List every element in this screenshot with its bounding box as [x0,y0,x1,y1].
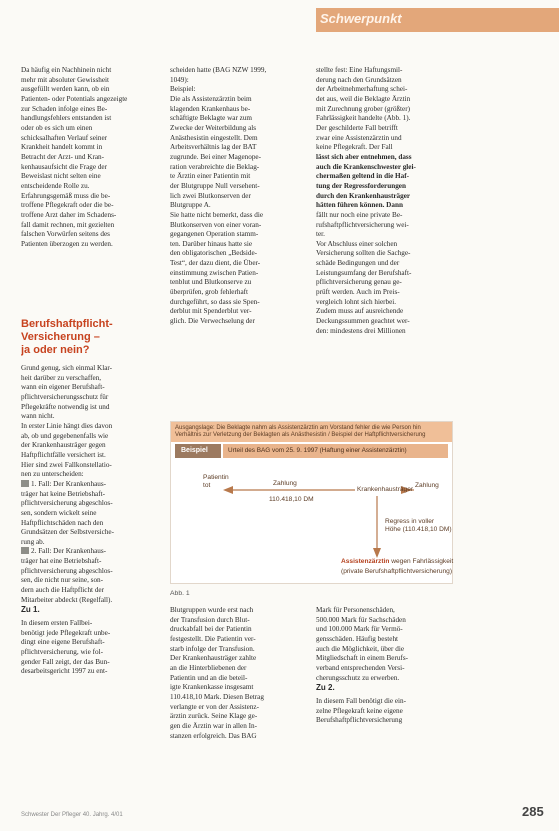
zu-2-title: Zu 2. [316,683,335,693]
figure-banner-text: Ausgangslage: Die Beklagte nahm als Assistenzärztin am Vorstand fehler die wie Person hin Verhältnis zur Verletzung der Beklagten als Anästhesistin / Beispiel der Haftpflichtversicherung [175,425,426,438]
column-2-bottom [170,606,304,741]
body-paragraph: Grund genug, sich einmal Klar- heit darüber zu verschaffen, wann ein eigener Berufshaft- pflichtversicherungsschutz für Pflegekräfte notwendig ist und wann nicht. In erster Linie hängt dies davon ab, ob und gegebenenfalls wie der Krankenhausträger gegen Haftpflichtfälle versichert ist. Hier sind zwei Fallkonstellatio- nen zu unterscheiden: [21,364,113,479]
coverage-paragraph: Mark für Personenschäden, 500.000 Mark für Sachschäden und 100.000 Mark für Vermö- gensschäden. Häufig besteht auch die Möglichkeit, über die Mitgliedschaft in einem Berufs- verband entsprechenden Versi- cherungsschutz zu erwerben. [316,606,409,682]
section-title: Schwerpunkt [320,11,402,26]
figure-diagram [170,421,453,584]
figure-ruling-box: Urteil des BAG vom 25. 9. 1997 (Haftung einer Assistenzärztin) [223,444,448,458]
bag-ruling-paragraph: stellte fest: Eine Haftungsmil- derung nach den Grundsätzen der Arbeitnehmerhaftung schei- det aus, weil die Beklagte Ärztin mit Zurechnung grober (größter) Fahrlässigkeit handelte (Abb. 1). Der geschilderte Fall betrifft zwar eine Assistenzärztin und keine Pflegekraft. Der Fall lässt sich aber entnehmen, dass auch die Krankenschwester glei- chermaßen geltend in die Haf- tung der Regressforderungen durch den Krankenhausträger hätten führen können. Dann fällt nur noch eine private Be- rufshaftpflichtversicherung wei- ter. Vor Abschluss einer solchen Versicherung sollten die Sachge- schäde Bedingungen und der Leistungsumfang der Berufshaft- pflichtversicherung genau ge- prüft werden. Auch im Preis- vergleich lohnt sich hierbei. Zudem muss auf ausreichende Deckungssummen geachtet wer- den: mindestens drei Millionen [316,66,416,335]
zu-1-title: Zu 1. [21,605,40,615]
column-2 [170,66,304,327]
column-1-body [21,364,156,677]
insurance-note: (private Berufshaftpflichtversicherung) [341,568,453,575]
case-2-paragraph: 2. Fall: Der Krankenhaus- träger hat eine Betriebshaft- pflichtversicherung abgeschlos- sen, die nicht nur seine, son- dern auch die Haftpflicht der Mitarbeiter abdeckt (Regelfall). [21,547,113,604]
column-3-top [316,66,450,336]
intro-paragraph: Da häufig ein Nachhinein nicht mehr mit absoluter Gewissheit ausgefüllt werden kann, ob ein Patienten- oder Potentials angezeigte zur Schaden infolge eines Be- handlungsfehlers entstanden ist oder ob es sich um einen schicksalhaften Verlauf seiner Krankheit handelt kommt in Betracht der Arzt- und Kran- kenhausaufsicht die Frage der Beweislast nicht selten eine entscheidende Rolle zu. Erfahrungsgemäß muss die be- troffene Pflegekraft oder die be- troffene Arzt daher im Schadens- fall damit rechnen, mit gezielten falschen Vorwürfen seitens des Patienten überzogen zu werden. [21,66,128,248]
citation-paragraph: scheiden hatte (BAG NZW 1999, 1049): [170,66,267,84]
page-number: 285 [522,804,544,819]
figure-caption: Abb. 1 [170,590,190,597]
payment-1-label: Zahlung [273,480,297,487]
column-3-bottom [316,606,450,726]
column-1-intro [21,66,156,249]
regress-amount: Höhe (110.418,10 DM) [385,526,452,533]
bullet-square-icon [21,480,29,487]
doctor-label: Assistenzärztin wegen Fahrlässigkeit [341,558,454,565]
example-paragraph: Beispiel: Die als Assistenzärztin beim klagenden Krankenhaus be- schäftigte Beklagte war zum Zwecke der Weiterbildung als Anästhesistin eingestellt. Dem Arbeitsverhältnis lag der BAT zugrunde. Bei einer Magenope- ration verabreichte die Beklag- te Ärztin einer Patientin mit der Blutgruppe Null versehent- lich zwei Blutkonserven der Blutgruppe A. Sie hatte nicht bemerkt, dass die Blutkonserven von einer voran- gegangenen Operation stamm- ten. Darüber hinaus hatte sie den obligatorischen „Bedside- Test“, der dazu dient, die Über- einstimmung zwischen Patien- tenblut und Blutkonserve zu überprüfen, grob fehlerhaft durchgeführt, so dass sie Spen- derblut mit Spenderblut ver- glich. Die Verwechselung der [170,85,264,326]
footer-journal: Schwester Der Pfleger 40. Jahrg. 4/01 [21,812,123,818]
case-1-paragraph: 1. Fall: Der Krankenhaus- träger hat keine Betriebshaft- pflichtversicherung abgeschlos- sen, sondern wickelt seine Haftpflichtschäden nach den Grundsätzen der Selbstversiche- rung ab. [21,479,115,546]
bullet-square-icon [21,547,29,554]
payment-2-label: Zahlung [415,482,439,489]
transfusion-paragraph: Blutgruppen wurde erst nach der Transfusion durch Blut- druckabfall bei der Patientin festgestellt. Die Patientin ver- starb infolge der Transfusion. Der Krankenhausträger zahlte an die Hinterbliebenen der Patientin und an die beteil- igte Krankenkasse insgesamt 110.418,10 Mark. Diesen Betrag verlangte er von der Assistenz- ärztin zurück. Seine Klage ge- gen die Ärztin war in allen In- stanzen erfolgreich. Das BAG [170,606,264,740]
figure-example-box: Beispiel [175,444,221,458]
payment-1-amount: 110.418,10 DM [269,496,314,503]
regress-arrow-head [373,548,381,558]
regress-label: Regress in voller [385,518,435,525]
hospital-label: Krankenhausträger [357,486,414,493]
article-heading: Berufshaftpflicht- Versicherung – ja oder nein? [21,318,113,356]
zu-1-paragraph: In diesem ersten Fallbei- benötigt jede Pflegekraft unbe- dingt eine eigene Berufshaft- pflichtversicherung, wie fol- gender Fall zeigt, der das Bun- desarbeitsgericht 1997 zu ent- [21,619,111,676]
patient-label: Patientin tot [203,474,229,489]
zu-2-paragraph: In diesem Fall benötigt die ein- zelne Pflegekraft keine eigene Berufshaftpflichtversicherung [316,696,407,725]
